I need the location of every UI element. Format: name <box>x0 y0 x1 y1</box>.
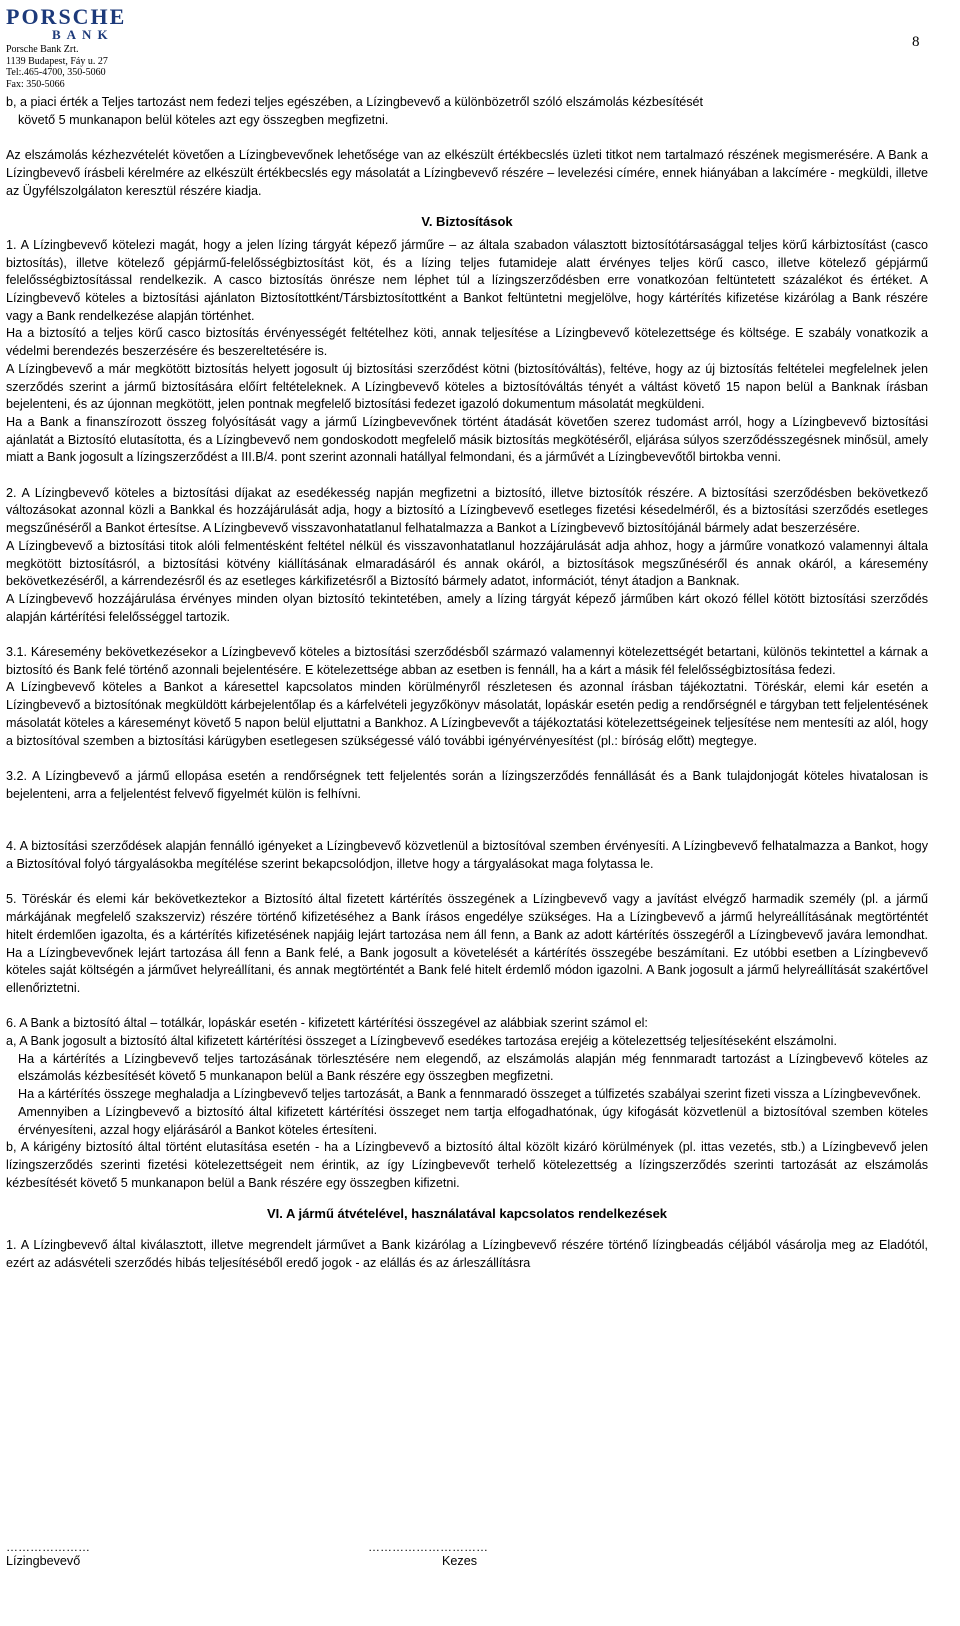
paragraph: Amennyiben a Lízingbevevő a biztosító által kifizetett kártérítési összeget nem tartja elfogadhatónak, úgy kifogását közvetlenül a biztosítóval szemben köteles érvényesíteni, azzal hogy eljárásáról a Bankot köteles értesíteni. <box>18 1104 928 1137</box>
logo-wordmark: PORSCHE <box>6 4 127 29</box>
paragraph: Ha a biztosító a teljes körű casco biztosítás érvényességét feltételhez köti, annak teljesítése a Lízingbevevő kötelezettsége és költsége. E szabály vonatkozik a védelmi berendezés beszerzésére és beszereltetésére is. <box>6 326 928 359</box>
paragraph: Ha a kártérítés a Lízingbevevő teljes tartozásának törlesztésére nem elegendő, az elszámolás alapján még fennmaradt tartozást a Lízingbevevő köteles az elszámolás kézbesítését követő 5 munkanapon belül a Bank részére egy összegben megfizetni. <box>18 1051 928 1084</box>
paragraph: Az elszámolás kézhezvételét követően a Lízingbevevőnek lehetősége van az elkészült értékbecslés üzleti titkot nem tartalmazó részének megismerésére. A Bank a Lízingbevevő írásbeli kérelmére az elkészült értékbecslés egy másolatát a Lízingbevevő részére – levelezési címére, ennek hiányában a lakcímére - megküldi, illetve az Ügyfélszolgálaton keresztül részére kiadja. <box>6 148 928 198</box>
paragraph: b, A kárigény biztosító által történt elutasítása esetén - ha a Lízingbevevő a biztosító által közölt kizáró körülmények (pl. ittas vezetés, stb.) a Lízingbevevő jelen lízingszerződés szerinti fizetési kötelezettségeit nem érintik, az így Lízingbevevőt terhelő kötelezettség a lízingszerződés szerinti tartozását az elszámolás kézbesítését követő 5 munkanapon belül a Bank részére egy összegben kifizetni. <box>6 1140 928 1190</box>
paragraph: A Lízingbevevő hozzájárulása érvényes minden olyan biztosító tekintetében, amely a lízing tárgyát képező járműben kárt okozó féllel kötött biztosítási szerződés alapján kártérítési felelősséggel tartozik. <box>6 591 928 624</box>
paragraph: b, a piaci érték a Teljes tartozást nem fedezi teljes egészében, a Lízingbevevő a különbözetről szóló elszámolás kézbesítését <box>6 95 704 109</box>
paragraph: követő 5 munkanapon belül köteles azt egy összegben megfizetni. <box>18 112 389 127</box>
paragraph: A Lízingbevevő a biztosítási titok alóli felmentésként feltétel nélkül és visszavonhatatlanul hozzájárulását adja ahhoz, hogy a járműre vonatkozó valamennyi általa megkötött biztosításról, a biztosítási kötvény kiállításának elmaradásáról és annak okáról, a biztosítások megszűnéséről és annak okáról, a káresemény bekövetkezéséről, a kárrendezésről és az esetleges kárkifizetésről a Biztosító bármely adatot, információt, tényt átadjon a Banknak. <box>6 538 928 589</box>
paragraph: 3.1. Káresemény bekövetkezésekor a Lízingbevevő köteles a biztosítási szerződésből származó valamennyi kötelezettségét betartani, különös tekintettel a kárnak a biztosító és Bank felé történő azonnali bejelentésére. E kötelezettsége abban az esetben is fennáll, ha a kárt a másik fél felelősségbiztosítása fedezi. <box>6 645 928 677</box>
paragraph: 6. A Bank a biztosító által – totálkár, lopáskár esetén - kifizetett kártérítési összegével az alábbiak szerint számol el: <box>6 1016 648 1031</box>
signature-label-lessee: Lízingbevevő <box>6 1554 81 1568</box>
paragraph: 1. A Lízingbevevő által kiválasztott, illetve megrendelt járművet a Bank kizárólag a Lízingbevevő részére történő lízingbeadás céljából vásárolja meg az Eladótól, ezért az adásvételi szerződés hibás teljesítéséből eredő jogok - az elállás és az árleszállításra <box>6 1238 928 1270</box>
porsche-bank-logo <box>6 6 166 41</box>
logo-subtitle: BANK <box>52 27 114 42</box>
paragraph: 2. A Lízingbevevő köteles a biztosítási díjakat az esedékesség napján megfizetni a biztosító, illetve biztosítók részére. A biztosítási szerződésben bekövetkező változásokat azonnal közli a Bankkal és hozzájárulását adja, hogy a biztosító a Lízingbevevő esetleges fizetési késedelméről, és a biztosítási szerződés esetleges megszűnéséről a Bankot értesítse. A Lízingbevevő visszavonhatatlanul felhatalmazza a Bankot a Lízingbevevő biztosítójánál bármely adat beszerzésére. <box>6 485 928 536</box>
signature-line-guarantor: ………………………… <box>368 1540 488 1554</box>
paragraph: 5. Töréskár és elemi kár bekövetkeztekor a Biztosító által fizetett kártérítés összegének a Lízingbevevő vagy a javítást elvégző harmadik személy (pl. a jármű márkájának megfelelő szakszerviz) részére történő kifizetéséhez a Bank írásos engedélye szükséges. Ha a Lízingbevevő a jármű helyreállításának megtörténtét hitelt érdemlően igazolta, és a kártérítés kifizetésének napjáig lejárt tartozása nem áll fenn, a Bank az adott kártérítés összegéről a Lízingbevevő javára lemondhat. Ha a Lízingbevevőnek lejárt tartozása áll fenn a Bank felé, a Bank jogosult a követelését a kártérítés összegébe beszámítani. Ez utóbbi esetben a Lízingbevevő köteles saját költségén a járművet helyreállítani, és annak megtörténtét a Bank felé hitelt érdemlő módon igazolni. A Bank jogosult a jármű helyreállítását szakértővel ellenőriztetni. <box>6 892 928 995</box>
paragraph: A Lízingbevevő a már megkötött biztosítás helyett jogosult új biztosítási szerződést kötni (biztosítóváltás), feltéve, hogy az új biztosítás feltételei megfelelnek jelen szerződés szerint a jármű biztosítására előírt feltételeknek. A Lízingbevevő köteles a biztosítóváltás tényét a váltást követő 15 napon belül a Banknak írásban bejelenteni, és az újonnan megkötött, jelen pontnak megfelelő biztosítási fedezet igazoló dokumentum másolatát megküldeni. <box>6 361 928 412</box>
address-line: Fax: 350-5066 <box>6 78 65 90</box>
paragraph: 4. A biztosítási szerződések alapján fennálló igényeket a Lízingbevevő közvetlenül a biztosítóval szemben érvényesíti. A Lízingbevevő felhatalmazza a Bankot, hogy a Biztosítóval folyó tárgyalásokba megítélése szerint bekapcsolódjon, illetve hogy a tárgyalásokat maga folytassa le. <box>6 839 928 872</box>
page-number: 8 <box>912 34 920 50</box>
paragraph: A Lízingbevevő köteles a Bankot a káresettel kapcsolatos minden körülményről részletesen és azonnal írásban tájékoztatni. Töréskár, elemi kár esetén a Lízingbevevő a biztosítónak megküldött kárbejelentőlap és a kárfelvételi jegyzőkönyv másolatát, lopáskár esetén pedig a rendőrségnél e tárgyban tett feljelentésének másolatát köteles a káreseményt követő 5 napon belül eljuttatni a Bankhoz. A Lízingbevevőt a tájékoztatási kötelezettségeinek teljesítése nem mentesíti az alól, hogy a biztosítóval szemben a biztosítási kárügyben esetlegesen szükségessé váló további igényérvényesítést (pl.: bíróság előtt) megtegye. <box>6 680 928 748</box>
signature-label-guarantor: Kezes <box>442 1554 478 1568</box>
paragraph: 3.2. A Lízingbevevő a jármű ellopása esetén a rendőrségnek tett feljelentés során a lízingszerződés fennállását és a Bank tulajdonjogát köteles hivatalosan is bejelenteni, arra a feljelentést felvevő figyelmét külön is felhívni. <box>6 768 928 801</box>
section-heading: VI. A jármű átvételével, használatával kapcsolatos rendelkezések <box>266 1206 668 1222</box>
paragraph: 1. A Lízingbevevő kötelezi magát, hogy a jelen lízing tárgyát képező járműre – az általa szabadon választott biztosítótársasággal teljes körű kárbiztosítást (casco biztosítás), illetve kötelező gépjármű-felelősségbiztosítást köt, és a lízing teljes futamideje alatt érvényes teljes körű casco, illetve kötelező gépjármű felelősségbiztosítással rendelkezik. A casco biztosítás önrésze nem léphet túl a lízingszerződésben erre vonatkozóan feltüntetett százalékot és értéket. A Lízingbevevő köteles a biztosítási ajánlaton Biztosítottként/Társbiztosítottként a Bankot feltüntetni megjelölve, hogy kártérítés kifizetése kizárólag a Bank részére vagy a Bank rendelkezése alapján történhet. <box>6 237 928 323</box>
paragraph: a, A Bank jogosult a biztosító által kifizetett kártérítési összeget a Lízingbevevő esedékes tartozása erejéig a kötelezettség teljesítéseként elszámolni. <box>6 1034 837 1049</box>
document-body <box>6 94 928 1273</box>
paragraph: Ha a Bank a finanszírozott összeg folyósítását vagy a jármű Lízingbevevőnek történt átadását követően szerez tudomást arról, hogy a Lízingbevevő biztosítási ajánlatát a Biztosító elutasította, és a Lízingbevevő nem gondoskodott megfelelő másik biztosítás megkötéséről, eljárása súlyos szerződésszegésnek minősül, amely miatt a Bank jogosult a lízingszerződést a III.B/4. pont szerint azonnali hatállyal felmondani, és a járművét a Lízingbevevőtől birtokba venni. <box>6 414 928 465</box>
paragraph: Ha a kártérítés összege meghaladja a Lízingbevevő teljes tartozását, a Bank a fennmaradó összeget a túlfizetés szabályai szerint fizeti vissza a Lízingbevevőnek. <box>18 1087 922 1102</box>
signature-line-lessee: ………………… <box>6 1540 90 1554</box>
address-line: Porsche Bank Zrt. <box>6 44 79 55</box>
section-heading: V. Biztosítások <box>421 214 513 230</box>
address-line: 1139 Budapest, Fáy u. 27 <box>6 55 108 67</box>
company-address <box>6 44 108 90</box>
address-line: Tel:.465-4700, 350-5060 <box>6 67 106 78</box>
